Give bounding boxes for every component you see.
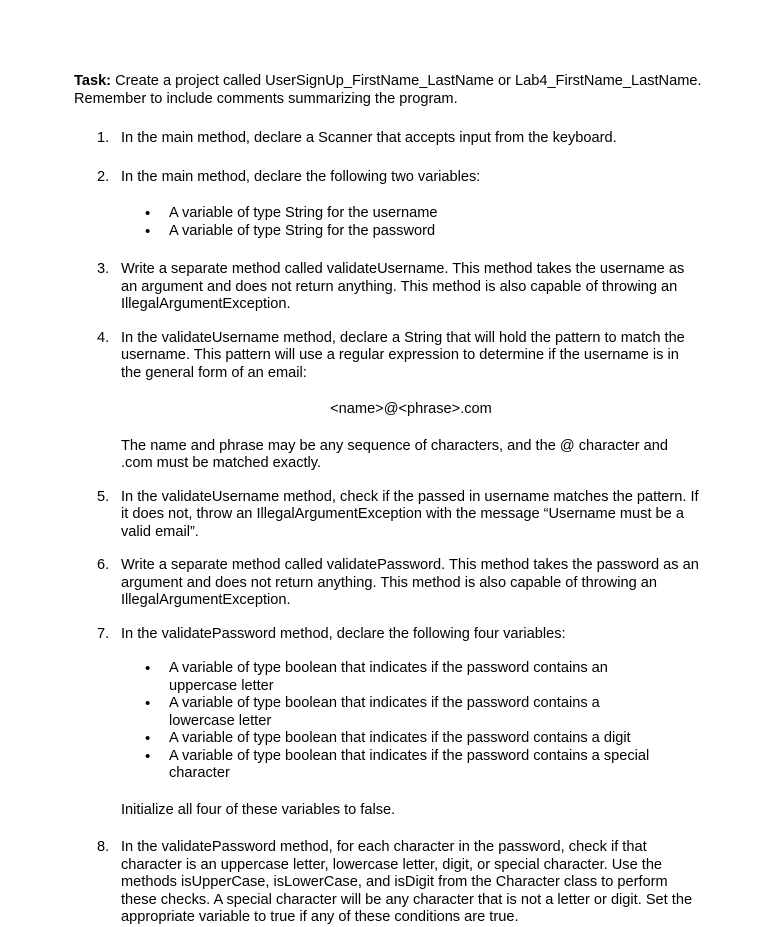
task-text: Create a project called UserSignUp_FirstName_LastName or Lab4_FirstName_LastName. Remember to include comments summarizing the program. <box>74 73 702 107</box>
bullet-item <box>121 730 669 748</box>
bullet-dot: • <box>145 205 151 222</box>
step-item-8 <box>0 839 701 927</box>
bullet-dot: • <box>145 695 151 712</box>
step-number-5: 5. <box>97 488 110 505</box>
step-number-8: 8. <box>97 839 110 855</box>
step-text-2: In the main method, declare the following two variables: <box>121 168 481 185</box>
step-item-2 <box>0 169 701 241</box>
step-item-3 <box>0 261 701 314</box>
bullet-item <box>121 748 669 783</box>
step-text-1: In the main method, declare a Scanner that accepts input from the keyboard. <box>121 130 617 146</box>
step-7-note: Initialize all four of these variables to false. <box>121 801 396 818</box>
step-text-6: Write a separate method called validatePassword. This method takes the password as an argument and does not return anything. This method is also capable of throwing an IllegalArgumentException. <box>121 557 699 608</box>
bullet-item <box>121 205 669 223</box>
bullet-dot: • <box>145 660 151 677</box>
step-text-3: Write a separate method called validateUsername. This method takes the username as an argument and does not return anything. This method is also capable of throwing an IllegalArgumentException. <box>121 261 685 312</box>
task-label: Task: <box>74 73 112 89</box>
step-text-5: In the validateUsername method, check if the passed in username matches the pattern. If it does not, throw an IllegalArgumentException with the message “Username must be a valid email”. <box>121 488 699 540</box>
step-text-8: In the validatePassword method, for each character in the password, check if that character is an uppercase letter, lowercase letter, digit, or special character. Use the methods isUpperCase, isLowerCase, and isDigit from the Character class to perform these checks. A special character will be any character that is not a letter or digit. Set the appropriate variable to true if any of these conditions are true. <box>121 839 693 925</box>
bullet-item <box>121 223 669 241</box>
bullet-text: A variable of type boolean that indicates if the password contains an uppercase letter <box>169 660 608 694</box>
step-number-4: 4. <box>97 329 110 346</box>
step-number-1: 1. <box>97 130 110 146</box>
bullet-text: A variable of type String for the username <box>169 205 438 221</box>
bullet-item <box>121 695 669 730</box>
step-number-2: 2. <box>97 168 110 185</box>
bullet-text: A variable of type boolean that indicates if the password contains a digit <box>169 730 631 746</box>
bullet-dot: • <box>145 730 151 747</box>
step-item-4 <box>0 330 701 473</box>
step-item-7 <box>0 626 701 820</box>
bullet-text: A variable of type String for the password <box>169 222 436 239</box>
task-paragraph <box>74 73 714 108</box>
step-number-7: 7. <box>97 625 110 642</box>
email-pattern: <name>@<phrase>.com <box>330 401 492 417</box>
step-7-bullets <box>121 660 701 783</box>
step-text-4: In the validateUsername method, declare a String that will hold the pattern to match the username. This pattern will use a regular expression to determine if the username is in the general form of an email: <box>121 329 685 381</box>
bullet-text: A variable of type boolean that indicates if the password contains a special character <box>169 747 650 781</box>
step-item-6 <box>0 557 701 610</box>
step-4-note: The name and phrase may be any sequence of characters, and the @ character and .com must be matched exactly. <box>121 437 669 471</box>
bullet-item <box>121 660 669 695</box>
step-number-6: 6. <box>97 557 110 573</box>
bullet-dot: • <box>145 747 151 765</box>
step-text-7: In the validatePassword method, declare the following four variables: <box>121 625 566 642</box>
bullet-text: A variable of type boolean that indicates if the password contains a lowercase letter <box>169 695 600 729</box>
step-item-5 <box>0 489 701 542</box>
step-number-3: 3. <box>97 261 110 277</box>
step-item-1 <box>0 130 701 148</box>
step-2-bullets <box>121 205 701 240</box>
bullet-dot: • <box>145 222 151 240</box>
steps-list <box>0 130 763 927</box>
